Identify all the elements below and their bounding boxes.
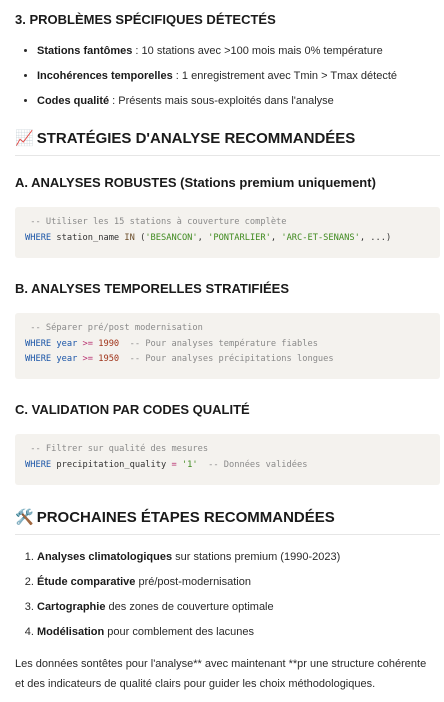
code-line: WHERE precipitation_quality = '1' -- Données validées	[25, 459, 308, 470]
list-item: • Incohérences temporelles : 1 enregistrement avec Tmin > Tmax détecté	[37, 67, 397, 92]
hammer-and-wrench-icon: 🛠️	[15, 509, 34, 526]
code-line: WHERE year >= 1950 -- Pour analyses précipitations longues	[25, 354, 334, 364]
divider	[15, 534, 440, 535]
conclusion-paragraph: Les données sontêtes pour l'analyse** avec maintenant **pr une structure cohérente et des indicateurs de qualité clairs pour guider les choix méthodologiques.	[15, 658, 427, 690]
section-c-title: C. VALIDATION PAR CODES QUALITÉ	[15, 402, 250, 417]
problems-list	[15, 42, 397, 117]
code-comment: -- Utiliser les 15 stations à couverture complète	[25, 217, 287, 227]
section-a-title: A. ANALYSES ROBUSTES (Stations premium uniquement)	[15, 175, 376, 190]
list-item: 4. Modélisation pour comblement des lacunes	[37, 623, 340, 648]
divider	[15, 155, 440, 156]
list-item: 3. Cartographie des zones de couverture optimale	[37, 598, 340, 623]
code-comment: -- Filtrer sur qualité des mesures	[25, 444, 209, 454]
code-block-quality	[15, 434, 440, 485]
list-item: 2. Étude comparative pré/post-modernisation	[37, 573, 340, 598]
list-item: • Stations fantômes : 10 stations avec >100 mois mais 0% température	[37, 42, 397, 67]
list-item: 1. Analyses climatologiques sur stations premium (1990-2023)	[37, 548, 340, 573]
code-comment: -- Séparer pré/post modernisation	[25, 323, 203, 333]
code-line: WHERE year >= 1990 -- Pour analyses température fiables	[25, 338, 318, 349]
next-steps-heading: 🛠️ PROCHAINES ÉTAPES RECOMMANDÉES	[15, 509, 335, 526]
code-block-temporal	[15, 313, 440, 379]
list-item: • Codes qualité : Présents mais sous-exploités dans l'analyse	[37, 92, 397, 117]
code-block-robust	[15, 207, 440, 258]
strategies-heading: 📈 STRATÉGIES D'ANALYSE RECOMMANDÉES	[15, 130, 356, 147]
chart-increasing-icon: 📈	[15, 130, 34, 147]
section-b-title: B. ANALYSES TEMPORELLES STRATIFIÉES	[15, 281, 289, 296]
code-line: WHERE station_name IN ('BESANCON', 'PONTARLIER', 'ARC-ET-SENANS', ...)	[25, 232, 392, 243]
steps-list	[15, 548, 340, 648]
section-3-title: 3. PROBLÈMES SPÉCIFIQUES DÉTECTÉS	[15, 12, 276, 27]
